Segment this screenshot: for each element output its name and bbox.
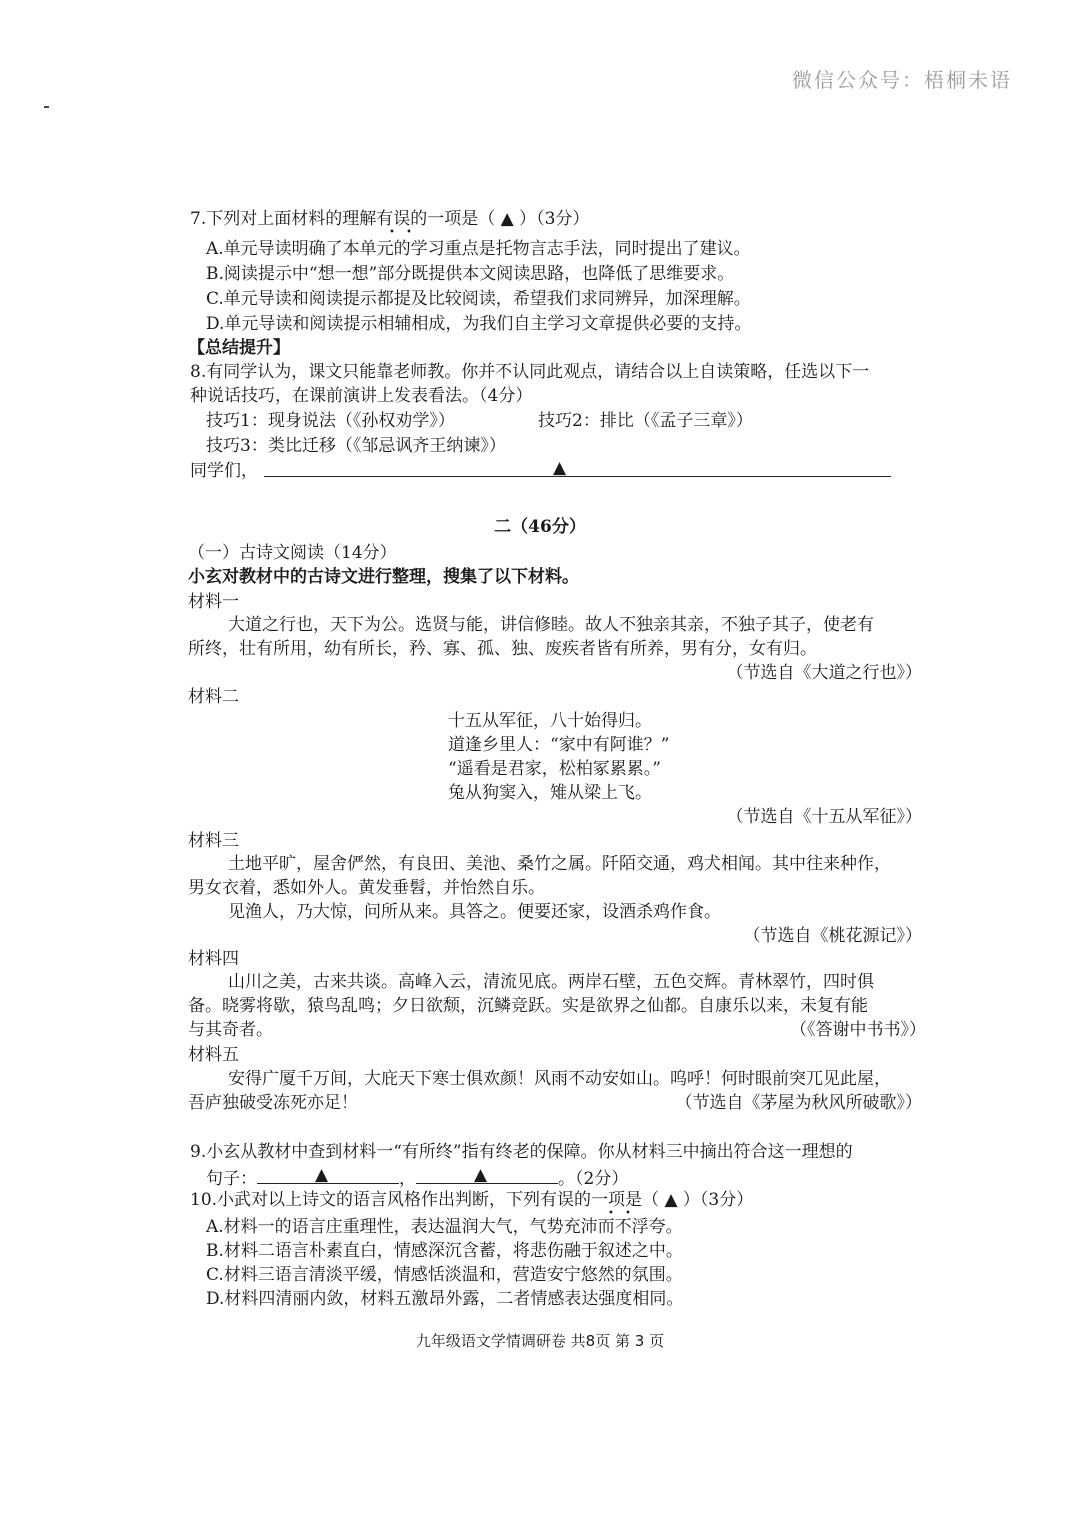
question-9-blank-2[interactable] (416, 1165, 558, 1184)
question-9-line1: 9.小玄从教材中查到材料一“有所终”指有终老的保障。你从材料三中摘出符合这一理想的 (190, 1142, 853, 1162)
question-10-stem: 10.小武对以上诗文的语言风格作出判断，下列有误的一项是（ ▲ ）（3分） (190, 1190, 754, 1210)
material-2-poem-line: “遥看是君家，松柏冢累累。” (448, 759, 661, 779)
material-3-line2: 男女衣着，悉如外人。黄发垂髫，并怡然自乐。 (188, 878, 545, 898)
question-7-option-d: D.单元导读和阅读提示相辅相成，为我们自主学习文章提供必要的支持。 (206, 314, 752, 334)
question-7-option-c: C.单元导读和阅读提示都提及比较阅读，希望我们求同辨异，加深理解。 (206, 289, 751, 309)
material-2-poem-line: 十五从军征，八十始得归。 (448, 711, 652, 731)
answer-mark: ▲ (474, 1165, 488, 1185)
material-5-line2: 吾庐独破受冻死亦足！ (188, 1093, 358, 1113)
question-8-stem-line2: 种说话技巧，在课前演讲上发表看法。（4分） (190, 386, 533, 406)
question-10-option-b: B.材料二语言朴素直白，情感深沉含蓄，将悲伤融于叙述之中。 (206, 1241, 683, 1261)
question-7-option-a: A.单元导读明确了本单元的学习重点是托物言志手法，同时提出了建议。 (206, 239, 751, 259)
material-5-line1: 安得广厦千万间，大庇天下寒士俱欢颜！风雨不动安如山。呜呼！何时眼前突兀见此屋， (228, 1069, 891, 1089)
answer-mark: ▲ (315, 1165, 329, 1185)
scan-speck (44, 106, 49, 108)
question-8-answer-mark: ▲ (553, 458, 567, 478)
section-2-subtitle: （一）古诗文阅读（14分） (188, 543, 397, 563)
material-3-line1: 土地平旷，屋舍俨然，有良田、美池、桑竹之属。阡陌交通，鸡犬相闻。其中往来种作， (228, 854, 891, 874)
summary-heading: 【总结提升】 (188, 338, 290, 358)
question-8-tip-1: 技巧1：现身说法（《孙权劝学》） (206, 411, 455, 431)
question-10-option-a: A.材料一的语言庄重理性，表达温润大气，气势充沛而不浮夸。 (206, 1217, 683, 1237)
watermark-text: 微信公众号：梧桐未语 (792, 68, 1012, 92)
section-2-intro: 小玄对教材中的古诗文进行整理，搜集了以下材料。 (188, 567, 579, 587)
question-9-suffix: 。（2分） (558, 1169, 629, 1189)
question-7-stem: 7.下列对上面材料的理解有误的一项是（ ▲ ）（3分） (190, 209, 590, 229)
material-4-line2: 备。晓雾将歇，猿鸟乱鸣；夕日欲颓，沉鳞竞跃。实是欲界之仙都。自康乐以来，未复有能 (188, 996, 868, 1016)
material-1-source: （节选自《大道之行也》） (726, 663, 922, 683)
material-4-line1: 山川之美，古来共谈。高峰入云，清流见底。两岸石壁，五色交辉。青林翠竹，四时俱 (228, 972, 874, 992)
question-8-tip-3: 技巧3：类比迁移（《邹忌讽齐王纳谏》） (206, 436, 506, 456)
material-5-label: 材料五 (188, 1045, 239, 1065)
question-8-stem-line1: 8.有同学认为，课文只能靠老师教。你并不认同此观点，请结合以上自读策略，任选以下一 (190, 362, 870, 382)
material-1-line2: 所终，壮有所用，幼有所长，矜、寡、孤、独、废疾者皆有所养，男有分，女有归。 (188, 639, 817, 659)
material-4-label: 材料四 (188, 949, 239, 969)
question-7-option-b: B.阅读提示中“想一想”部分既提供本文阅读思路，也降低了思维要求。 (206, 264, 735, 284)
emphasis-dot: • (406, 227, 412, 238)
question-8-answer-line[interactable] (264, 476, 891, 477)
question-10-option-c: C.材料三语言清淡平缓，情感恬淡温和，营造安宁悠然的氛围。 (206, 1265, 683, 1285)
material-1-line1: 大道之行也，天下为公。选贤与能，讲信修睦。故人不独亲其亲，不独子其子，使老有 (228, 615, 874, 635)
material-2-label: 材料二 (188, 687, 239, 707)
question-8-answer-prefix: 同学们， (190, 461, 258, 481)
question-9-separator: ， (399, 1169, 416, 1189)
material-4-source: （《答谢中书书》） (790, 1020, 926, 1040)
material-1-label: 材料一 (188, 592, 239, 612)
page-footer: 九年级语文学情调研卷 共8页 第 3 页 (415, 1332, 665, 1350)
material-3-label: 材料三 (188, 831, 239, 851)
emphasis-dot: • (608, 1208, 614, 1219)
material-2-poem-line: 兔从狗窦入，雉从梁上飞。 (448, 783, 652, 803)
material-2-source: （节选自《十五从军征》） (726, 807, 922, 827)
material-2-poem-line: 道逢乡里人：“家中有阿谁？” (448, 735, 670, 755)
material-4-line3: 与其奇者。 (188, 1020, 273, 1040)
material-3-source: （节选自《桃花源记》） (743, 926, 922, 946)
question-8-tip-2: 技巧2：排比（《孟子三章》） (538, 411, 753, 431)
material-3-line3: 见渔人，乃大惊，问所从来。具答之。便要还家，设酒杀鸡作食。 (228, 902, 721, 922)
question-9-prefix: 句子： (206, 1169, 257, 1189)
emphasis-dot: • (389, 227, 395, 238)
question-9-blank-1[interactable] (257, 1165, 399, 1184)
question-9-answer-row (206, 1165, 628, 1190)
material-5-source: （节选自《茅屋为秋风所破歌》） (675, 1093, 922, 1113)
emphasis-dot: • (625, 1208, 631, 1219)
question-10-option-d: D.材料四清丽内敛，材料五激昂外露，二者情感表达强度相同。 (206, 1289, 684, 1309)
section-2-title: 二（46分） (494, 517, 586, 537)
